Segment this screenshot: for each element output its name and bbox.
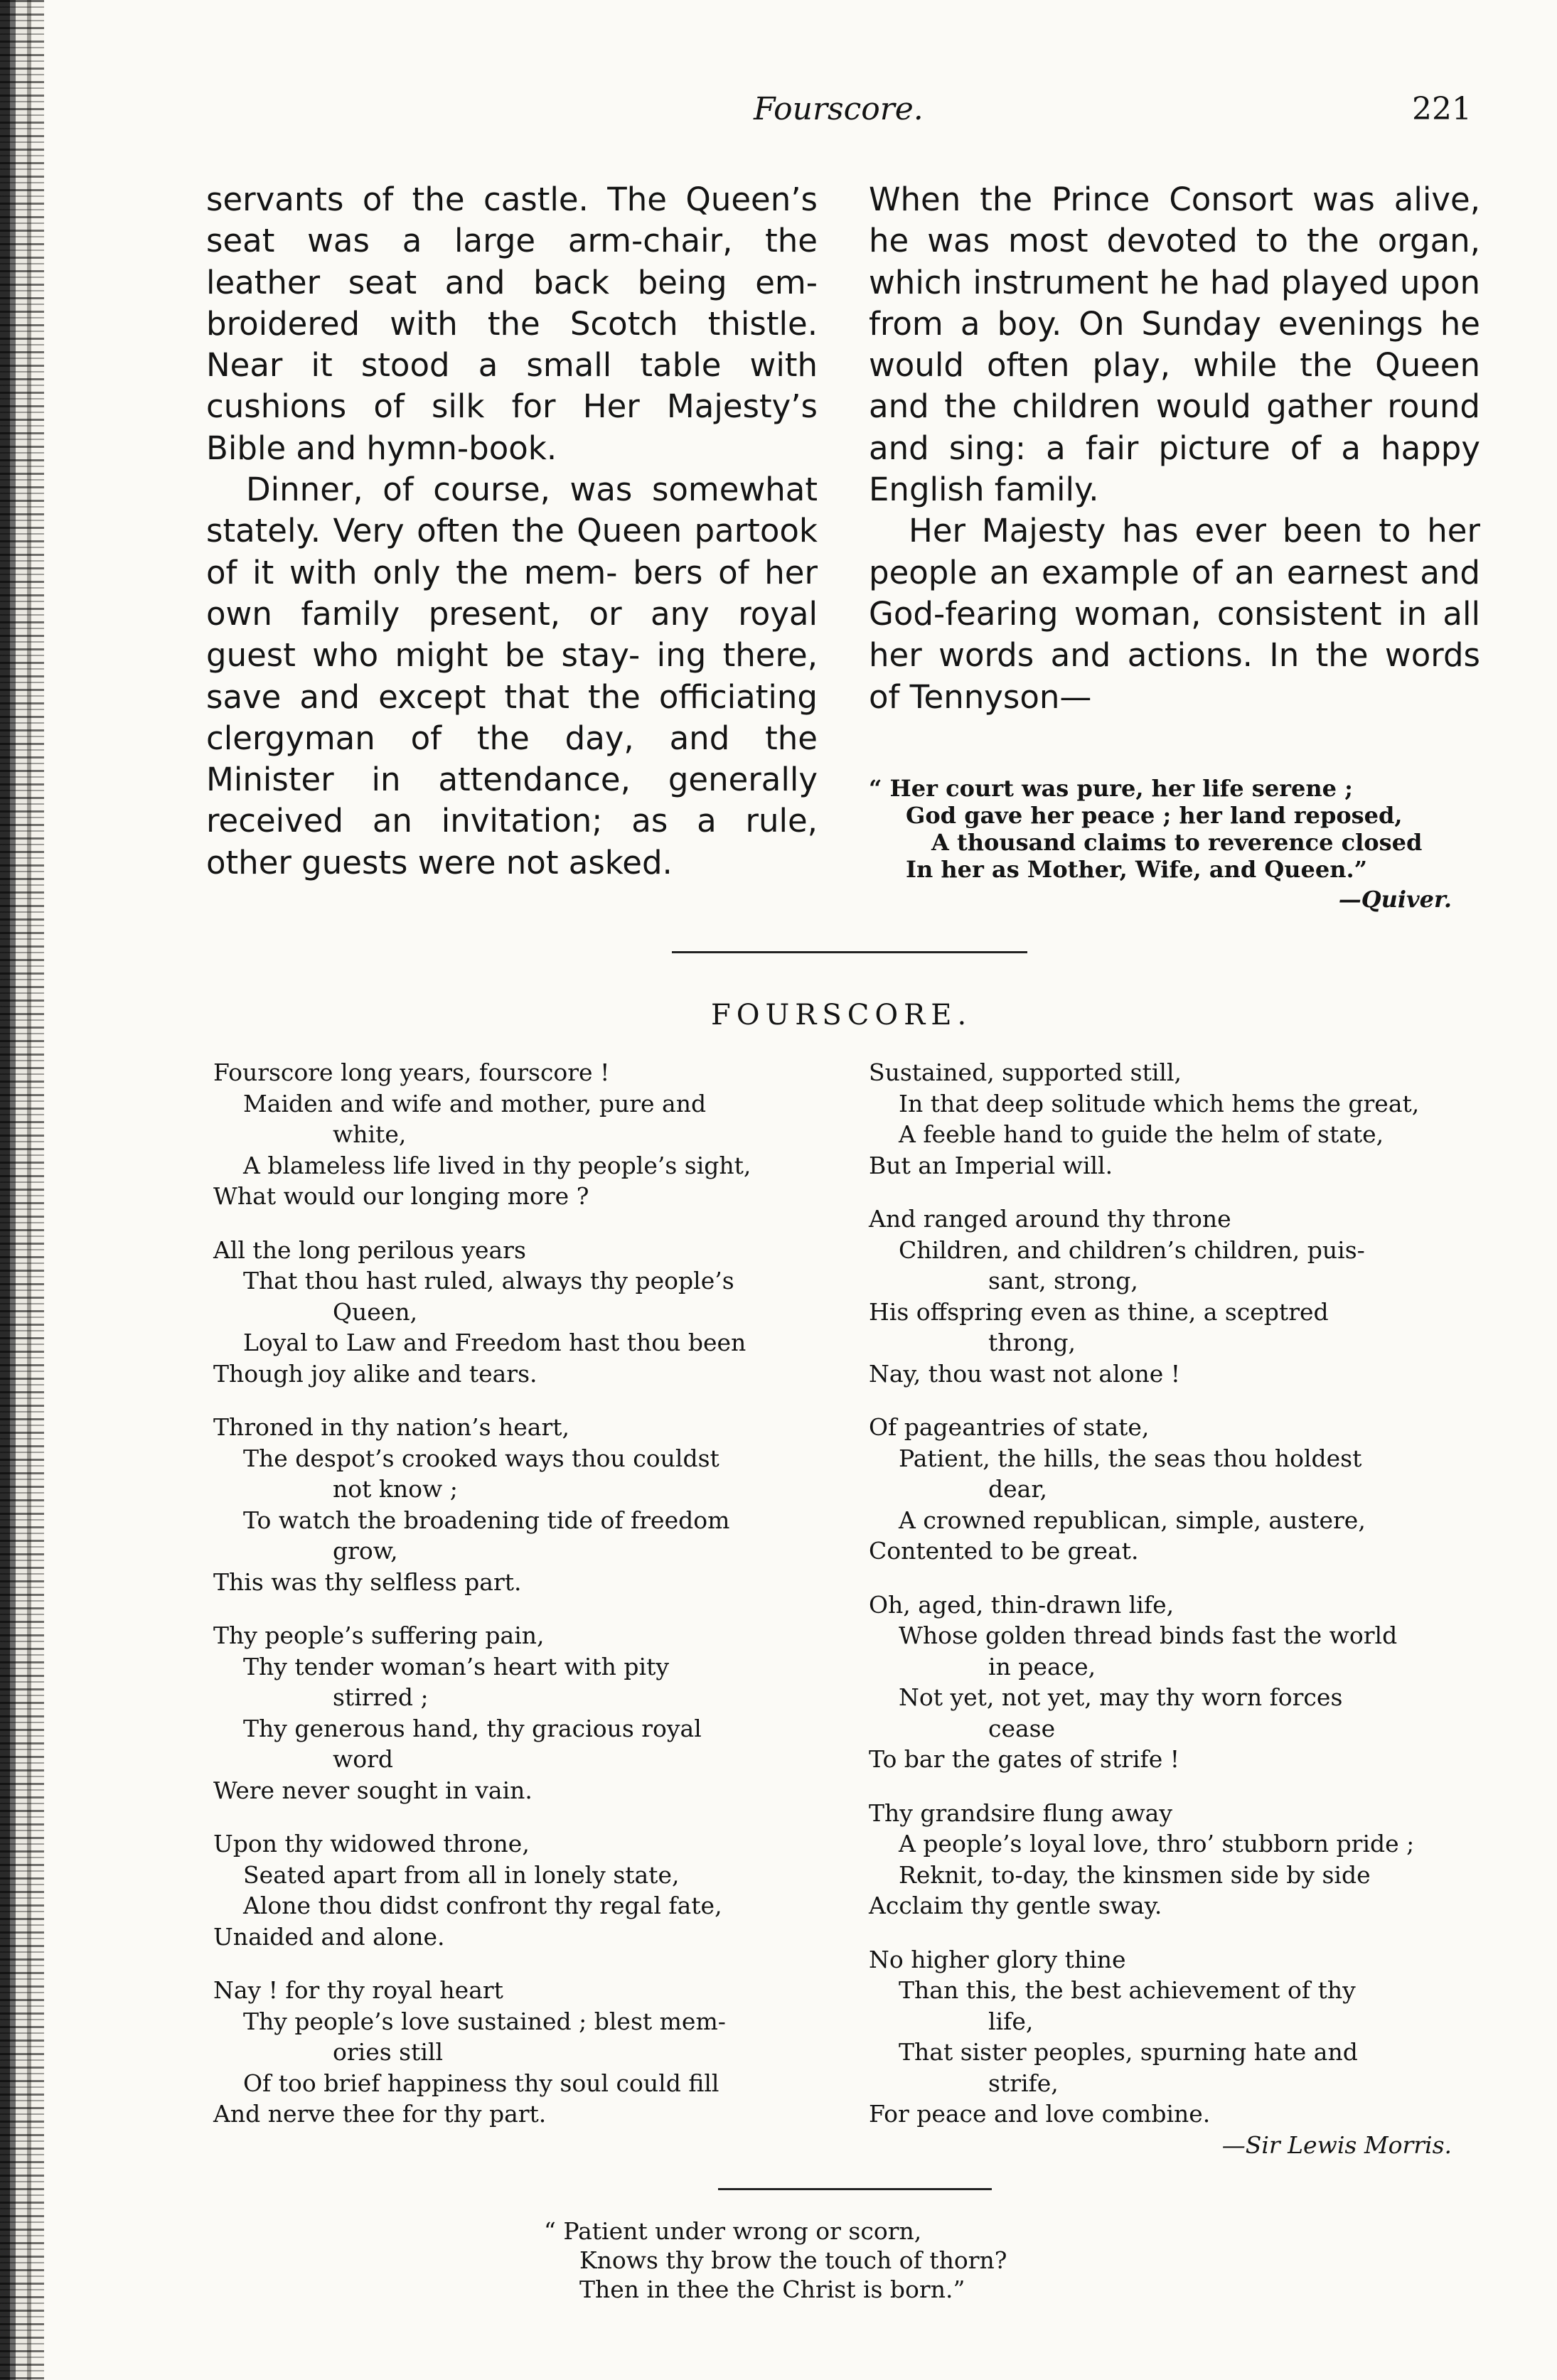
- poem-line: Oh, aged, thin-drawn life,: [869, 1590, 1175, 1619]
- poem-line: Patient, the hills, the seas thou holdest: [899, 1444, 1362, 1472]
- poem-line: life,: [988, 2007, 1034, 2035]
- poem-line: Acclaim thy gentle sway.: [869, 1892, 1162, 1919]
- poem-line: His offspring even as thine, a sceptred: [869, 1297, 1329, 1326]
- poem-line: Thy people’s suffering pain,: [213, 1621, 545, 1649]
- poem-column-right: [869, 1057, 1494, 2160]
- poem-line: word: [333, 1745, 394, 1773]
- epigraph-line: Knows thy brow the touch of thorn?: [579, 2246, 1007, 2274]
- prose-column-right: [869, 179, 1480, 718]
- poem-line: This was thy selfless part.: [213, 1567, 522, 1596]
- poem-line: Than this, the best achievement of thy: [899, 1976, 1356, 2004]
- poem-line: Fourscore long years, fourscore !: [213, 1058, 610, 1086]
- poem-line: Upon thy widowed throne,: [213, 1830, 530, 1858]
- poem-line: Nay ! for thy royal heart: [213, 1976, 503, 2004]
- prose-paragraph: servants of the castle. The Queen’s seat was a large arm-chair, the leather seat and back being em- broidered with the Scotch thistle. Near it stood a small table with cushions of silk for Her Majesty’s Bible and hymn-book.: [206, 181, 818, 467]
- poem-line: The despot’s crooked ways thou couldst: [243, 1444, 719, 1472]
- poem-stanza: [869, 1057, 1494, 1181]
- quote-line: “ Her court was pure, her life serene ;: [869, 775, 1353, 802]
- poem-stanza: [213, 1235, 825, 1390]
- prose-column-left: [206, 179, 818, 884]
- poem-stanza: [869, 1798, 1494, 1921]
- poem-line: Sustained, supported still,: [869, 1058, 1182, 1086]
- poem-line: dear,: [988, 1475, 1047, 1503]
- poem-line: Contented to be great.: [869, 1537, 1139, 1565]
- tennyson-quote: [869, 775, 1480, 913]
- prose-paragraph: Dinner, of course, was somewhat stately. Very often the Queen partook of it with only the mem- bers of her own family present, or any royal guest who might be stay- ing there, save and except that the officiating clergyman of the day, and the Minister in attendance, generally received an invitation; as a rule, other guests were not asked.: [206, 471, 818, 881]
- poem-line: strife,: [988, 2069, 1059, 2097]
- poem-line: Not yet, not yet, may thy worn forces: [899, 1683, 1343, 1711]
- poem-stanza: [213, 1412, 825, 1597]
- poem-line: And nerve thee for thy part.: [213, 2100, 547, 2128]
- poem-line: All the long perilous years: [213, 1235, 526, 1264]
- poem-line: Maiden and wife and mother, pure and: [243, 1089, 707, 1117]
- poem-line: Queen,: [333, 1297, 418, 1326]
- running-title: Fourscore.: [754, 91, 924, 127]
- poem-stanza: [213, 1057, 825, 1212]
- epigraph-line: Then in thee the Christ is born.”: [579, 2276, 965, 2303]
- epigraph-divider: [718, 2188, 992, 2190]
- poem-stanza: [869, 1204, 1494, 1389]
- poem-line: And ranged around thy throne: [869, 1205, 1231, 1233]
- poem-stanza: [213, 1620, 825, 1806]
- poem-line: not know ;: [333, 1475, 458, 1503]
- poem-line: Throned in thy nation’s heart,: [213, 1413, 570, 1441]
- poem-line: Thy people’s love sustained ; blest mem-: [243, 2007, 726, 2035]
- poem-line: But an Imperial will.: [869, 1151, 1113, 1179]
- poem-line: Children, and children’s children, puis-: [899, 1235, 1365, 1264]
- section-divider: [672, 951, 1027, 953]
- poem-line: To bar the gates of strife !: [869, 1745, 1180, 1773]
- poem-line: sant, strong,: [988, 1267, 1138, 1294]
- poem-stanza: [213, 1828, 825, 1952]
- epigraph-line: “ Patient under wrong or scorn,: [544, 2217, 922, 2245]
- poem-line: For peace and love combine.: [869, 2100, 1211, 2128]
- poem-line: Nay, thou wast not alone !: [869, 1359, 1181, 1388]
- poem-line: Thy tender woman’s heart with pity: [243, 1652, 669, 1681]
- running-header: [0, 91, 1557, 141]
- poem-line: cease: [988, 1714, 1056, 1742]
- poem-stanza: [869, 1944, 1494, 2130]
- poem-line: Were never sought in vain.: [213, 1776, 533, 1804]
- quote-line: In her as Mother, Wife, and Queen.”: [906, 856, 1367, 883]
- poem-line: Of too brief happiness thy soul could fill: [243, 2069, 719, 2097]
- poem-line: Unaided and alone.: [213, 1922, 445, 1951]
- poem-line: grow,: [333, 1537, 398, 1565]
- poem-author: —Sir Lewis Morris.: [1221, 2130, 1452, 2159]
- poem-column-left: [213, 1057, 825, 2153]
- prose-paragraph: When the Prince Consort was alive, he was most devoted to the organ, which instrument he had played upon from a boy. On Sunday evenings he would often play, while the Queen and the children would gather round and sing: a fair picture of a happy English family.: [869, 181, 1480, 509]
- poem-line: That sister peoples, spurning hate and: [899, 2038, 1358, 2066]
- poem-line: What would our longing more ?: [213, 1182, 589, 1210]
- poem-line: A blameless life lived in thy people’s sight,: [243, 1151, 751, 1179]
- poem-line: Alone thou didst confront thy regal fate,: [243, 1892, 722, 1919]
- quote-line: God gave her peace ; her land reposed,: [906, 802, 1403, 829]
- poem-line: To watch the broadening tide of freedom: [243, 1506, 730, 1534]
- quote-line: A thousand claims to reverence closed: [931, 829, 1423, 856]
- poem-line: stirred ;: [333, 1683, 429, 1711]
- poem-line: Seated apart from all in lonely state,: [243, 1860, 680, 1889]
- closing-epigraph: [544, 2216, 1007, 2304]
- poem-line: Of pageantries of state,: [869, 1413, 1150, 1441]
- poem-line: Thy generous hand, thy gracious royal: [243, 1714, 702, 1742]
- poem-line: In that deep solitude which hems the great,: [899, 1089, 1420, 1117]
- poem-line: A people’s loyal love, thro’ stubborn pride ;: [899, 1830, 1415, 1858]
- poem-line: white,: [333, 1120, 407, 1148]
- quote-source: —Quiver.: [1338, 886, 1452, 913]
- poem-line: No higher glory thine: [869, 1945, 1126, 1973]
- poem-stanza: [213, 1975, 825, 2130]
- poem-line: Whose golden thread binds fast the world: [899, 1621, 1398, 1649]
- book-spine-edge: [0, 0, 44, 2380]
- poem-line: A feeble hand to guide the helm of state,: [899, 1120, 1384, 1148]
- poem-line: Reknit, to-day, the kinsmen side by side: [899, 1860, 1371, 1889]
- poem-line: throng,: [988, 1329, 1076, 1356]
- poem-stanza: [869, 1412, 1494, 1567]
- page-number: 221: [1412, 91, 1472, 127]
- poem-line: Thy grandsire flung away: [869, 1799, 1173, 1827]
- poem-line: Loyal to Law and Freedom hast thou been: [243, 1329, 747, 1356]
- poem-stanza: [869, 1590, 1494, 1775]
- poem-line: A crowned republican, simple, austere,: [899, 1506, 1366, 1534]
- poem-title: FOURSCORE.: [711, 999, 973, 1031]
- poem-line: Though joy alike and tears.: [213, 1359, 537, 1388]
- poem-line: ories still: [333, 2038, 444, 2066]
- poem-line: in peace,: [988, 1652, 1096, 1681]
- prose-paragraph: Her Majesty has ever been to her people an example of an earnest and God-fearing woman, consistent in all her words and actions. In the words of Tennyson—: [869, 512, 1480, 716]
- poem-line: That thou hast ruled, always thy people’s: [243, 1267, 734, 1294]
